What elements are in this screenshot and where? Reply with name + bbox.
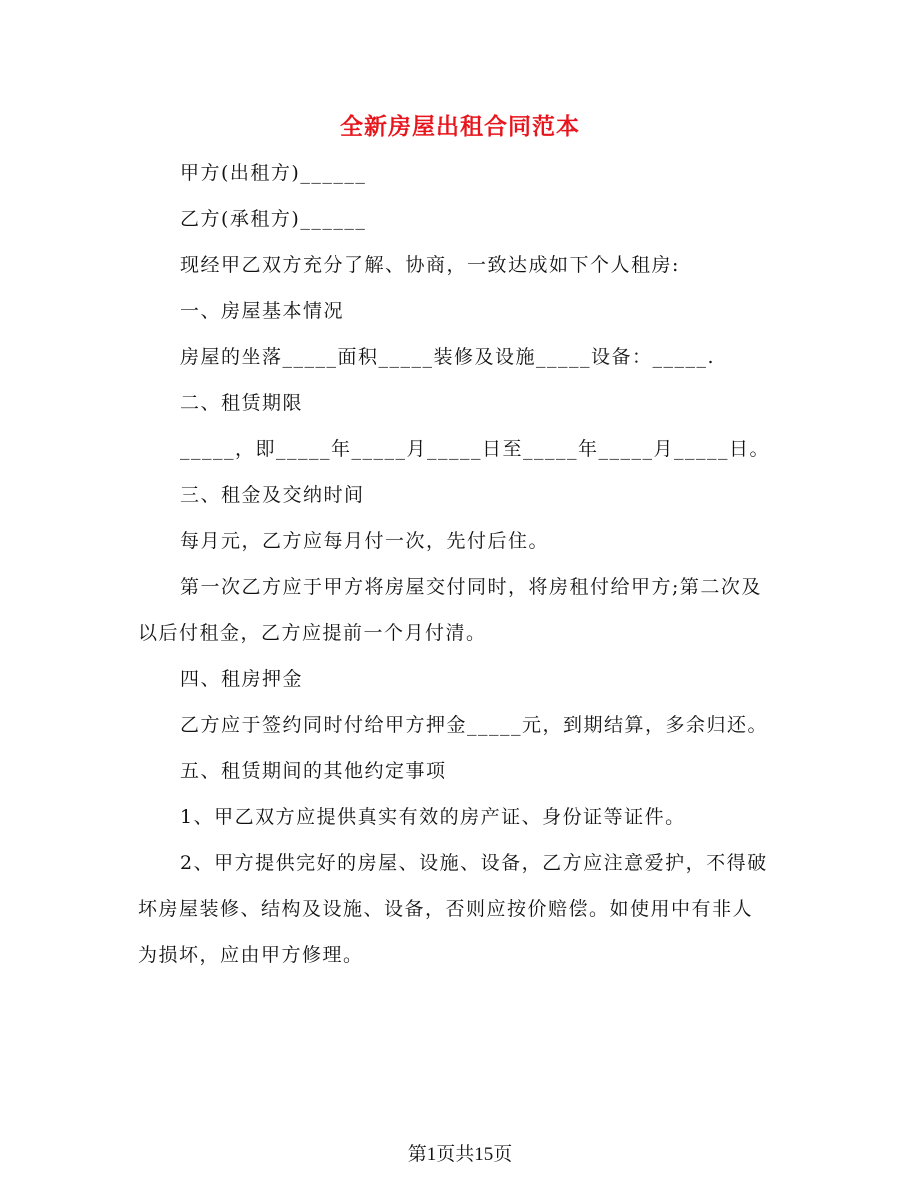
section-heading-1: 一、房屋基本情况 — [180, 300, 345, 322]
property-details-line: 房屋的坐落_____面积_____装修及设施_____设备：_____. — [180, 346, 716, 368]
intro-paragraph: 现经甲乙双方充分了解、协商，一致达成如下个人租房: — [180, 254, 680, 276]
section-heading-4: 四、租房押金 — [180, 668, 304, 690]
rent-payment-line: 每月元，乙方应每月付一次，先付后住。 — [180, 530, 550, 552]
section-heading-3: 三、租金及交纳时间 — [180, 484, 365, 506]
clause-1-line: 1、甲乙双方应提供真实有效的房产证、身份证等证件。 — [180, 806, 686, 828]
section-heading-2: 二、租赁期限 — [180, 392, 304, 414]
page-number: 第1页共15页 — [407, 1144, 513, 1165]
clause-2-line: 2、甲方提供完好的房屋、设施、设备，乙方应注意爱护，不得破 — [180, 852, 768, 874]
first-payment-line: 第一次乙方应于甲方将房屋交付同时，将房租付给甲方;第二次及 — [180, 576, 762, 598]
deposit-line: 乙方应于签约同时付给甲方押金_____元，到期结算，多余归还。 — [180, 714, 769, 736]
lease-term-line: _____，即_____年_____月_____日至_____年_____月_____日。 — [180, 438, 771, 460]
section-heading-5: 五、租赁期间的其他约定事项 — [180, 760, 447, 782]
first-payment-line-cont: 以后付租金，乙方应提前一个月付清。 — [138, 622, 487, 644]
party-b-line: 乙方(承租方)______ — [180, 208, 367, 230]
document-title: 全新房屋出租合同范本 — [340, 113, 580, 140]
clause-2-line-cont-2: 为损坏，应由甲方修理。 — [138, 944, 364, 966]
party-a-line: 甲方(出租方)______ — [180, 162, 367, 184]
clause-2-line-cont-1: 坏房屋装修、结构及设施、设备，否则应按价赔偿。如使用中有非人 — [138, 898, 754, 920]
